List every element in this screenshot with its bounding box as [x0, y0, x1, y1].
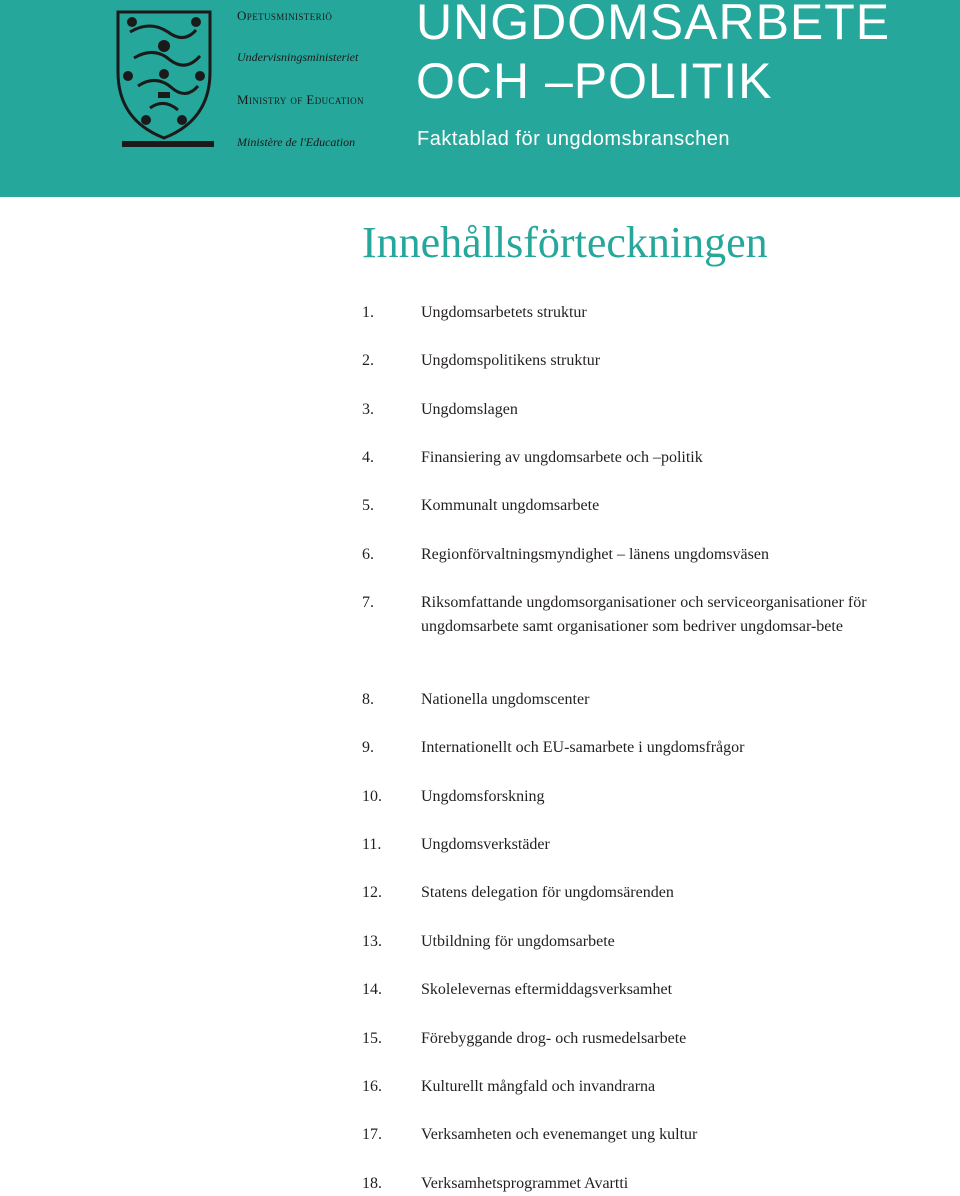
toc-item-text: Ungdomsforskning — [421, 788, 545, 805]
toc-item-text: Utbildning för ungdomsarbete — [421, 933, 615, 950]
toc-item-number: 3. — [362, 401, 374, 418]
toc-item — [362, 688, 922, 712]
toc-item-number: 16. — [362, 1078, 382, 1095]
toc-item-text: Verksamheten och evenemanget ung kultur — [421, 1126, 698, 1143]
toc-item-text: Ungdomsarbetets struktur — [421, 304, 587, 321]
toc-item — [362, 591, 892, 639]
toc-item-text: Ungdomspolitikens struktur — [421, 352, 601, 369]
toc-item-number: 1. — [362, 304, 374, 321]
subtitle: Faktablad för ungdomsbranschen — [417, 128, 730, 150]
toc-item — [362, 978, 922, 1002]
toc-item-text: Statens delegation för ungdomsärenden — [421, 884, 674, 901]
ministry-name-fr: Ministère de l'Education — [237, 135, 356, 149]
ministry-name-fi: Opetusministeriö — [237, 8, 333, 23]
toc-item — [362, 833, 922, 857]
toc-item-number: 11. — [362, 836, 382, 853]
toc-item-number: 2. — [362, 352, 374, 369]
toc-item — [362, 881, 922, 905]
toc-item — [362, 1172, 922, 1196]
ministry-crest-logo — [110, 2, 218, 142]
toc-item — [362, 494, 922, 518]
toc-item — [362, 543, 922, 567]
toc-item-number: 18. — [362, 1175, 382, 1192]
toc-item — [362, 301, 922, 325]
toc-item-text: Internationellt och EU-samarbete i ungdomsfrågor — [421, 739, 745, 756]
toc-item-text: Regionförvaltningsmyndighet – länens ungdomsväsen — [421, 546, 769, 563]
toc-item-number: 15. — [362, 1030, 382, 1047]
toc-item — [362, 398, 922, 422]
toc-item — [362, 736, 922, 760]
header-band — [0, 0, 960, 197]
toc-item — [362, 1123, 922, 1147]
toc-item-number: 9. — [362, 739, 374, 756]
crest-underline — [122, 141, 214, 147]
toc-item-text: Verksamhetsprogrammet Avartti — [421, 1175, 629, 1192]
toc-item — [362, 349, 922, 373]
toc-item — [362, 1075, 922, 1099]
toc-item-number: 7. — [362, 594, 374, 611]
toc-item — [362, 930, 922, 954]
toc-item-number: 17. — [362, 1126, 382, 1143]
toc-item-text: Kulturellt mångfald och invandrarna — [421, 1078, 656, 1095]
toc-item-text: Ungdomsverkstäder — [421, 836, 550, 853]
toc-item-text: Förebyggande drog- och rusmedelsarbete — [421, 1030, 687, 1047]
toc-item-number: 5. — [362, 497, 374, 514]
toc-item-number: 6. — [362, 546, 374, 563]
ministry-name-sv: Undervisningsministeriet — [237, 50, 359, 64]
toc-item-number: 8. — [362, 691, 374, 708]
toc-item — [362, 1027, 922, 1051]
toc-item-text: Ungdomslagen — [421, 401, 518, 418]
toc-item-text: Nationella ungdomscenter — [421, 691, 590, 708]
toc-item-text: Kommunalt ungdomsarbete — [421, 497, 600, 514]
title-line-1: UNGDOMSARBETE — [416, 0, 891, 50]
toc-heading: Innehållsförteckningen — [362, 218, 768, 267]
toc-item-number: 14. — [362, 981, 382, 998]
toc-item-number: 12. — [362, 884, 382, 901]
toc-item-text: Skolelevernas eftermiddagsverksamhet — [421, 981, 673, 998]
toc-item-number: 13. — [362, 933, 382, 950]
toc-item — [362, 785, 922, 809]
toc-item — [362, 446, 922, 470]
toc-item-text: Finansiering av ungdomsarbete och –politik — [421, 449, 703, 466]
ministry-name-en: Ministry of Education — [237, 92, 364, 107]
title-line-2: OCH –POLITIK — [416, 53, 773, 109]
toc-item-text: Riksomfattande ungdomsorganisationer och serviceorganisationer för ungdomsarbete samt organisationer som bedriver ungdomsar-bete — [421, 594, 867, 635]
toc-item-number: 10. — [362, 788, 382, 805]
toc-item-number: 4. — [362, 449, 374, 466]
